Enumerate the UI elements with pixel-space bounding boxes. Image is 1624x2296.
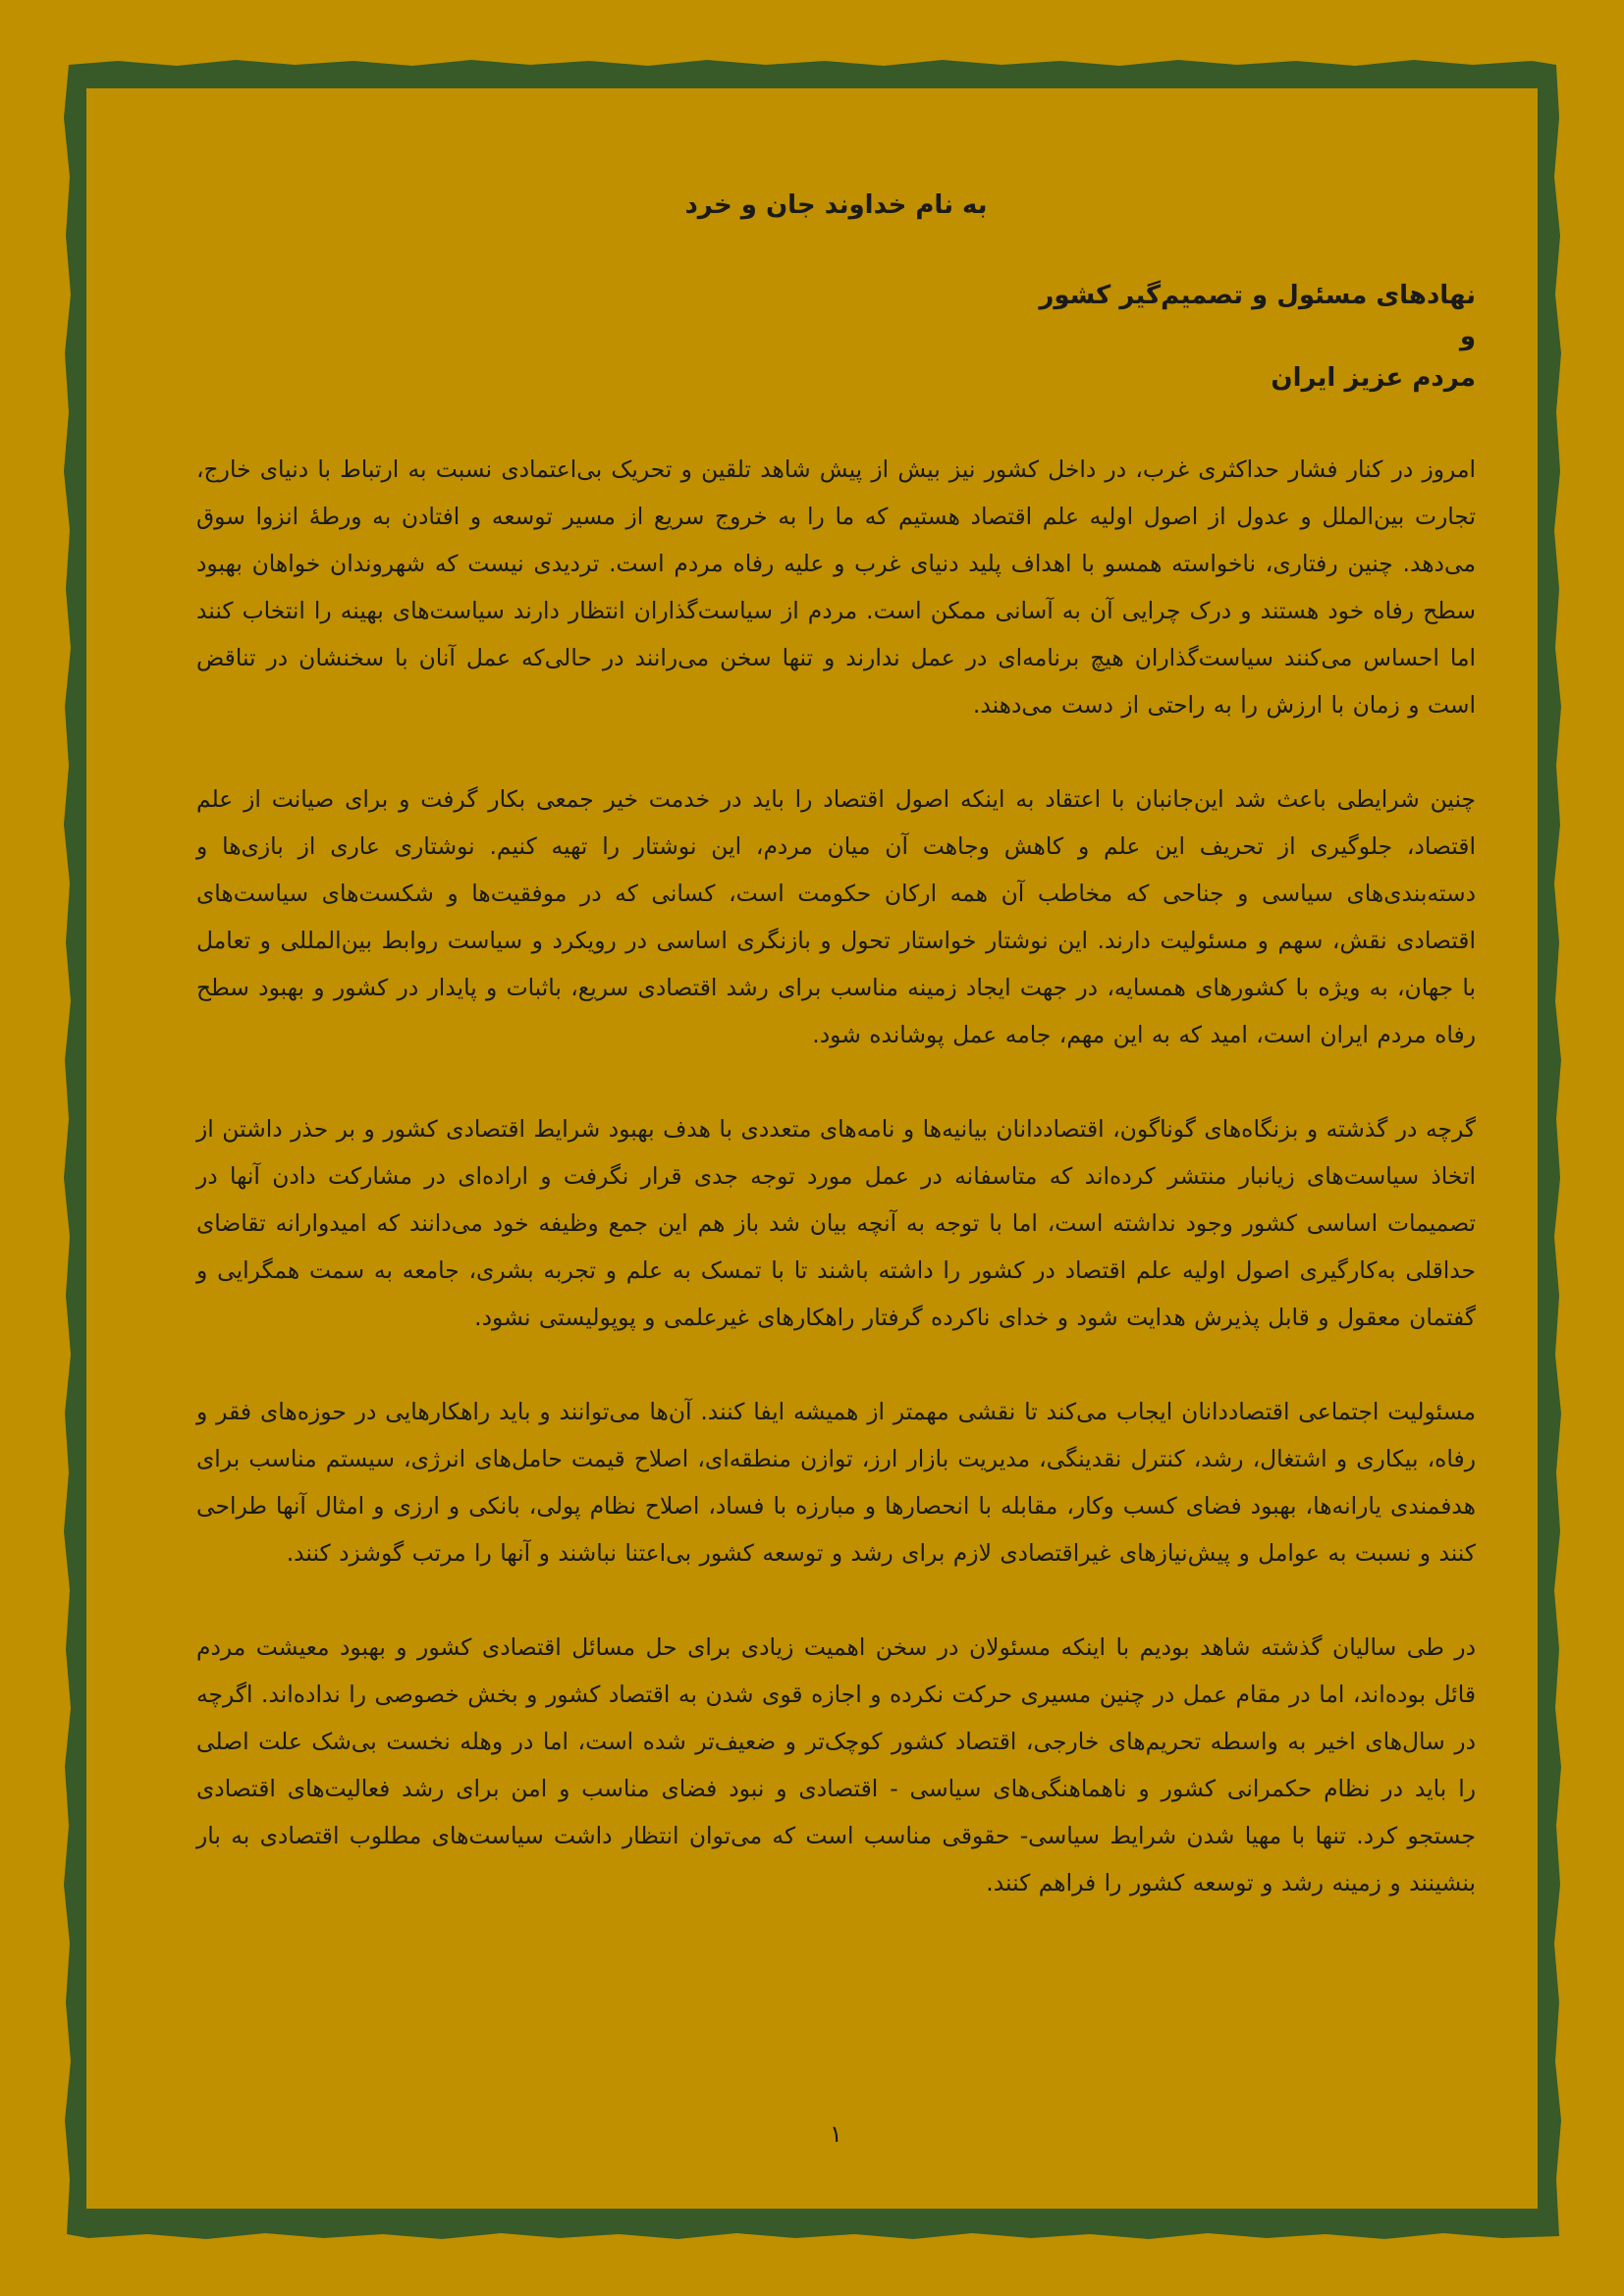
- page-number: ۱: [830, 2120, 842, 2148]
- document-page: [196, 187, 1476, 2199]
- paragraph-1: امروز در کنار فشار حداکثری غرب، در داخل کشور نیز بیش از پیش شاهد تلقین و تحریک بی‌اعتمادی نسبت به ارتباط با دنیای خارج، تجارت بین‌الملل و عدول از اصول اولیه علم اقتصاد هستیم که ما را به خروج سریع از مسیر توسعه و افتادن به ورطهٔ انزوا سوق می‌دهد. چنین رفتاری، ناخواسته همسو با اهداف پلید دنیای غرب و علیه رفاه مردم است. تردیدی نیست که شهروندان خواهان بهبود سطح رفاه خود هستند و درک چرایی آن به آسانی ممکن است. مردم از سیاست‌گذاران انتظار دارند سیاست‌های بهینه را انتخاب کنند اما احساس می‌کنند سیاست‌گذاران هیچ برنامه‌ای در عمل ندارند و تنها سخن می‌رانند در حالی‌که عمل آنان با سخنشان در تناقض است و زمان با ارزش را به راحتی از دست می‌دهند.: [196, 455, 1476, 719]
- address-block: [196, 275, 1476, 399]
- paragraph-3: گرچه در گذشته و بزنگاه‌های گوناگون، اقتصاددانان بیانیه‌ها و نامه‌های متعددی با هدف بهبود شرایط اقتصادی کشور و بر حذر داشتن از اتخاذ سیاست‌های زیانبار منتشر کرده‌اند که متاسفانه در عمل مورد توجه جدی قرار نگرفت و اراده‌ای در مشارکت دادن آنها در تصمیمات اساسی کشور وجود نداشته است، اما با توجه به آنچه بیان شد باز هم این جمع وظیفه خود می‌دانند که امیدوارانه تقاضای حداقلی به‌کارگیری اصول اولیه علم اقتصاد در کشور را داشته باشند تا با تمسک به علم و تجربه بشری، جامعه به سمت همگرایی و گفتمان معقول و قابل پذیرش هدایت شود و خدای ناکرده گرفتار راهکارهای غیرعلمی و پوپولیستی نشود.: [196, 1115, 1476, 1331]
- basmala-heading: به نام خداوند جان و خرد: [684, 190, 988, 220]
- address-line-people: مردم عزیز ایران: [1271, 363, 1476, 393]
- paragraph-4: مسئولیت اجتماعی اقتصاددانان ایجاب می‌کند تا نقشی مهمتر از همیشه ایفا کنند. آن‌ها می‌توانند و باید راهکارهایی در حوزه‌های فقر و رفاه، بیکاری و اشتغال، رشد، کنترل نقدینگی، مدیریت بازار ارز، توازن منطقه‌ای، اصلاح قیمت حامل‌های انرژی، سیستم مناسب برای هدفمندی یارانه‌ها، بهبود فضای کسب وکار، مقابله با انحصارها و مبارزه با فساد، اصلاح نظام پولی، بانکی و ارزی و امثال آنها طراحی کنند و نسبت به عوامل و پیش‌نیازهای غیراقتصادی لازم برای رشد و توسعه کشور بی‌اعتنا نباشند و آنها را مرتب گوشزد کنند.: [196, 1398, 1476, 1567]
- paragraph-5: در طی سالیان گذشته شاهد بودیم با اینکه مسئولان در سخن اهمیت زیادی برای حل مسائل اقتصادی کشور و بهبود معیشت مردم قائل بوده‌اند، اما در مقام عمل در چنین مسیری حرکت نکرده و اجازه قوی شدن به اقتصاد کشور و بخش خصوصی را نداده‌اند. اگرچه در سال‌های اخیر به واسطه تحریم‌های خارجی، اقتصاد کشور کوچک‌تر و ضعیف‌تر شده است، اما در وهله نخست بی‌شک علت اصلی را باید در نظام حکمرانی کشور و ناهماهنگی‌های سیاسی - اقتصادی و نبود فضای مناسب و امن برای رشد فعالیت‌های اقتصادی جستجو کرد. تنها با مهیا شدن شرایط سیاسی- حقوقی مناسب است که می‌توان انتظار داشت سیاست‌های مطلوب اقتصادی به بار بنشینند و زمینه رشد و توسعه کشور را فراهم کنند.: [196, 1633, 1476, 1896]
- address-line-institutions: نهادهای مسئول و تصمیم‌گیر کشور: [1039, 281, 1476, 310]
- paragraph-2: چنین شرایطی باعث شد این‌جانبان با اعتقاد به اینکه اصول اقتصاد را باید در خدمت خیر جمعی بکار گرفت و برای صیانت از علم اقتصاد، جلوگیری از تحریف این علم و کاهش وجاهت آن میان مردم، این نوشتار را تهیه کنیم. نوشتاری عاری از بازی‌ها و دسته‌بندی‌های سیاسی و جناحی که مخاطب آن همه ارکان حکومت است، کسانی که در موفقیت‌ها و شکست‌های سیاست‌های اقتصادی نقش، سهم و مسئولیت دارند. این نوشتار خواستار تحول و بازنگری اساسی در رویکرد و سیاست روابط بین‌المللی و تعامل با جهان، به ویژه با کشورهای همسایه، در جهت ایجاد زمینه مناسب برای رشد اقتصادی سریع، باثبات و پایدار در کشور و بهبود سطح رفاه مردم ایران است، امید که به این مهم، جامه عمل پوشانده شود.: [196, 785, 1476, 1048]
- address-line-and: و: [1459, 322, 1476, 351]
